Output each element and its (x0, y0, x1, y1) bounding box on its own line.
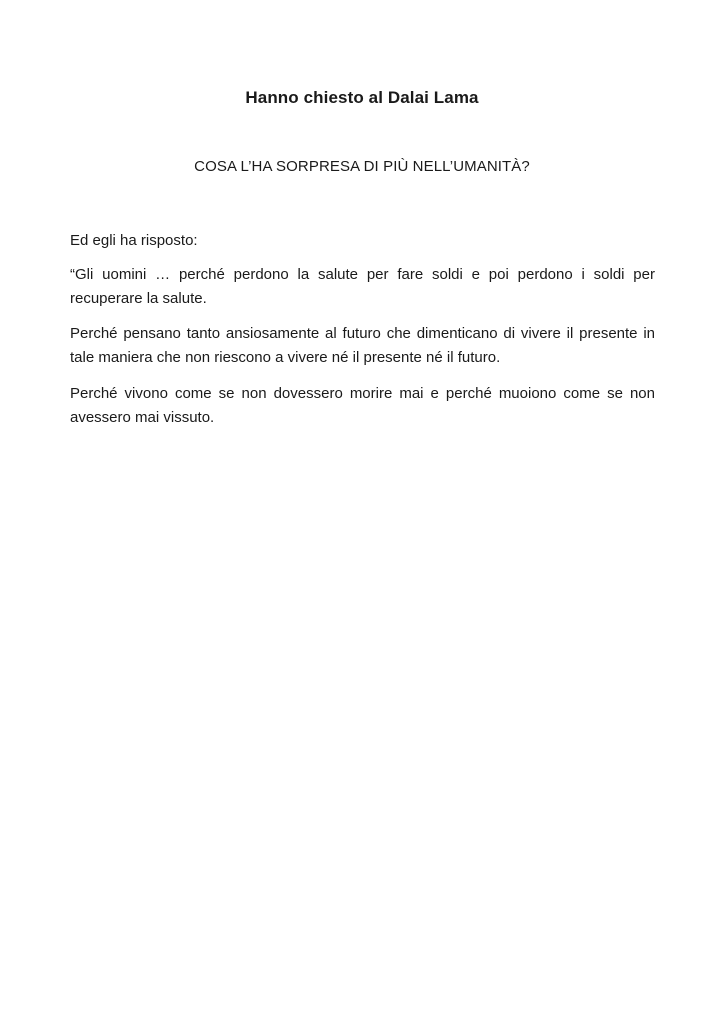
paragraph-1: “Gli uomini … perché perdono la salute per fare soldi e poi perdono i soldi per recuperare la salute. (70, 266, 655, 307)
page-title: Hanno chiesto al Dalai Lama (245, 88, 479, 107)
intro-paragraph: Ed egli ha risposto: (70, 232, 198, 249)
page-subtitle: COSA L’HA SORPRESA DI PIÙ NELL’UMANITÀ? (194, 158, 530, 175)
paragraph-3: Perché vivono come se non dovessero morire mai e perché muoiono come se non avessero mai vissuto. (70, 385, 655, 426)
paragraph-2: Perché pensano tanto ansiosamente al futuro che dimenticano di vivere il presente in tale maniera che non riescono a vivere né il presente né il futuro. (70, 325, 655, 366)
